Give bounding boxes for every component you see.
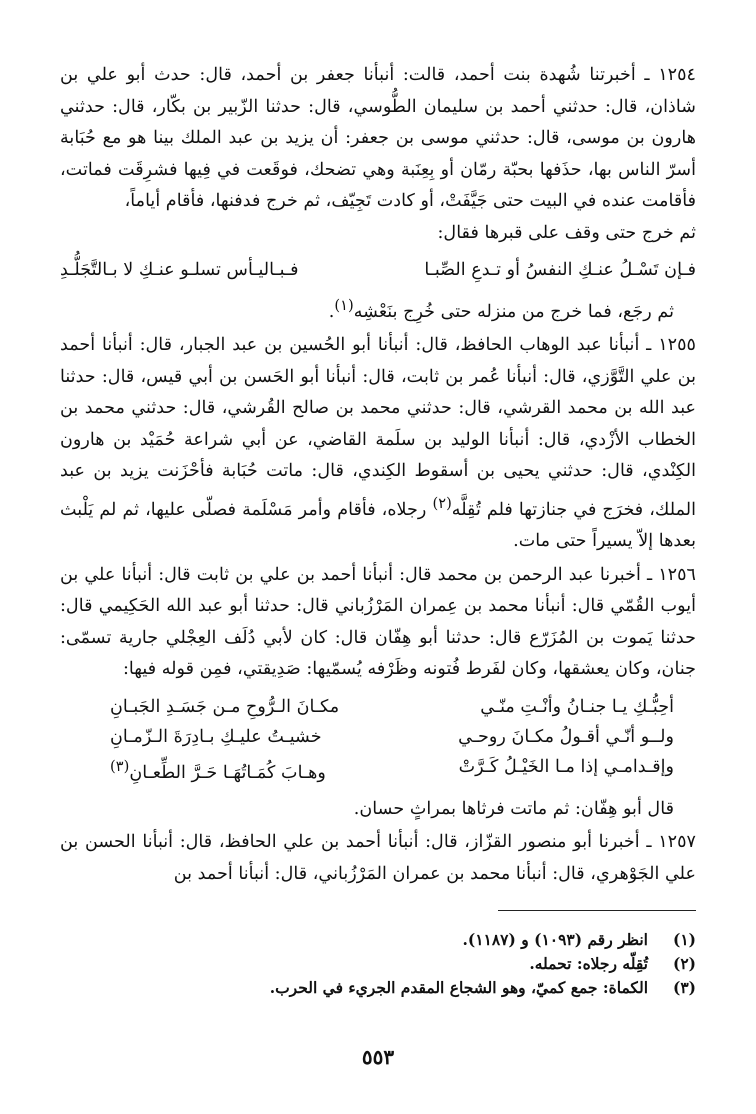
text-line: ١٢٥٤ ـ أخبرتنا شُهدة بنت أحمد، قالت: أنبأنا جعفر بن أحمد، قال: حدث أبو [126,65,696,85]
text-line: قال أبو هِفّان: ثم ماتت فرثاها بمراثٍ حسان. [353,798,674,819]
paragraph-1254-end [60,290,696,328]
verse-text: وهـابَ كُمَـاتُهَـا حَـرَّ الطِّعـانِ [129,762,326,783]
footnote-ref[interactable]: (٣) [110,757,130,775]
footnote [60,952,696,976]
verse-hemistich-first: أحِبُّـكِ يـا جنـانُ وأنْـتِ منّـي [480,696,674,717]
text-line: حدثنا عبد الله بن محمد القرشي، قال: حدثني محمد بن صالح القُرشي، قال: حدثني [60,366,697,419]
text-line: الحسن بن علي الجَوْهري، قال: أنبأنا محمد بن عمران المَرْزُباني، قال: أنبأنا أحمد بن [60,832,696,884]
paragraph-1257 [60,827,696,890]
paragraph-1256 [60,560,696,686]
paragraph-1254 [60,60,696,249]
text-line: يَلْبث بعدها إلاّ يسيراً حتى مات. [60,499,696,552]
paragraph-1255 [60,330,696,557]
verse-hemistich-second: فـبـاليـأس تسلـو عنـكِ لا بـالتَّجَلُّـدِ [60,260,299,280]
verse-hemistich-second [110,752,326,788]
footnotes [60,928,696,1000]
text-line: هارون الكِنْدي، قال: حدثني يحيى بن أسقوط الكِندي، قال: ماتت حُبَابة فأحْزَنت يزيد بن [60,429,697,482]
verse-hemistich-second: خشيـتُ عليـكِ بـادِرَةَ الـزّمـانِ [110,726,322,747]
text-line: رجلاه، فأقام وأمر مَسْلَمة فصلّى عليها، ثم لم [99,499,433,520]
text-line: ١٢٥٧ ـ أخبرنا أبو منصور القزّاز، قال: أنبأنا أحمد بن علي الحافظ، قال: أنبأنا [142,832,696,853]
text-line: فماتت، فأقامت عنده في البيت حتى جَيَّفَتْ، أو كادت تَجِيّف، ثم خرج فدفنها، فأقام أياماً، [60,159,696,211]
verse-line [60,692,696,722]
text-line: أحمد بن علي التَّوَّزي، قال: أنبأنا عُمر بن ثابت، قال: أنبأنا أبو الحَسن بن أبي قيس، قال: [60,335,696,387]
footnote-number: (٢) [672,954,696,973]
verse-line [60,752,696,788]
verse-line [60,255,696,286]
text-line: ١٢٥٥ ـ أنبأنا عبد الوهاب الحافظ، قال: أنبأنا أبو الحُسين بن عبد الجبار، قال: أنبأنا [102,335,697,356]
footnote-ref[interactable]: (١) [334,297,354,314]
footnote [60,928,696,952]
verse-hemistich-first: وإقـدامـي إذا مـا الخَيْـلُ كَـرَّتْ [458,756,674,777]
verse-hemistich-first: ولــو أنّـي أقـولُ مكـانَ روحـي [458,726,674,747]
footnote [60,976,696,1000]
text-line: عبد الملك، فخرَج في جنازتها فلم تُقِلَّه [60,461,696,520]
verse-hemistich-second: مكـانَ الـرُّوحِ مـن جَسَـدِ الجَبـانِ [110,696,340,717]
verse-hemistich-first: فـإن تَسْـلُ عنـكِ النفسُ أو تـدعِ الصِّبـا [424,260,696,280]
footnote-text: الكماة: جمع كميّ، وهو الشجاع المقدم الجريء في الحرب. [269,978,648,997]
text-line: ثم رجَع، فما خرج من منزله حتى خُرِج بنَعْشِه [353,301,674,322]
text-line: ثم خرج حتى وقف على قبرها فقال: [437,222,696,243]
paragraph-1256-end [60,794,696,826]
footnote-text: انظر رقم (١٠٩٣) و (١١٨٧). [462,930,648,949]
poem [60,692,696,788]
text-line: محمد بن الخطاب الأزْدي، قال: أنبأنا الوليد بن سلَمة القاضي، عن أبي شراعة حُمَيْد بن [60,398,697,450]
footnote-number: (٣) [672,978,696,997]
footnote-divider [498,910,696,911]
verse-line [60,722,696,752]
footnote-number: (١) [672,930,696,949]
text-line: علي بن شاذان، قال: حدثني أحمد بن سليمان الطُّوسي، قال: حدثنا الزّبير بن بكّار، قال: [60,65,696,117]
text-line: ١٢٥٦ ـ أخبرنا عبد الرحمن بن محمد قال: أنبأنا أحمد بن علي بن ثابت قال: أنبأنا [121,564,696,585]
text-line: حدثني هارون بن موسى، قال: حدثني موسى بن جعفر: أن يزيد بن عبد الملك بينا هو مع [60,96,697,148]
footnote-ref[interactable]: (٢) [432,494,452,512]
text-line: تسمّى: جنان، وكان يعشقها، وكان لفَرط فُتونه وظَرْفه يُسمّيها: صَدِيقتي، فمِن قوله فيها: [60,627,696,680]
period: . [328,301,335,322]
text-line: قال: حدثنا يَموت بن المُزَرّع قال: حدثنا أبو هِفّان قال: كان لأبي دُلَف العِجْلي جارية [60,596,696,648]
text-line: علي بن أيوب القُمّي قال: أنبأنا محمد بن عِمران المَرْزُباني قال: حدثنا أبو عبد الله الحَكِيمي [60,564,697,617]
footnote-text: تُقِلّه رجلاه: تحمله. [529,954,648,973]
main-text [60,60,696,890]
page-number: ٥٥٣ [361,1045,395,1069]
text-line: حُبَابة أسرّ الناس بها، حذَفها بحبّة رمّان أو بِعِنَبة وهي تضحك، فوقَعت في فِيها فشرِقَت [60,128,696,180]
